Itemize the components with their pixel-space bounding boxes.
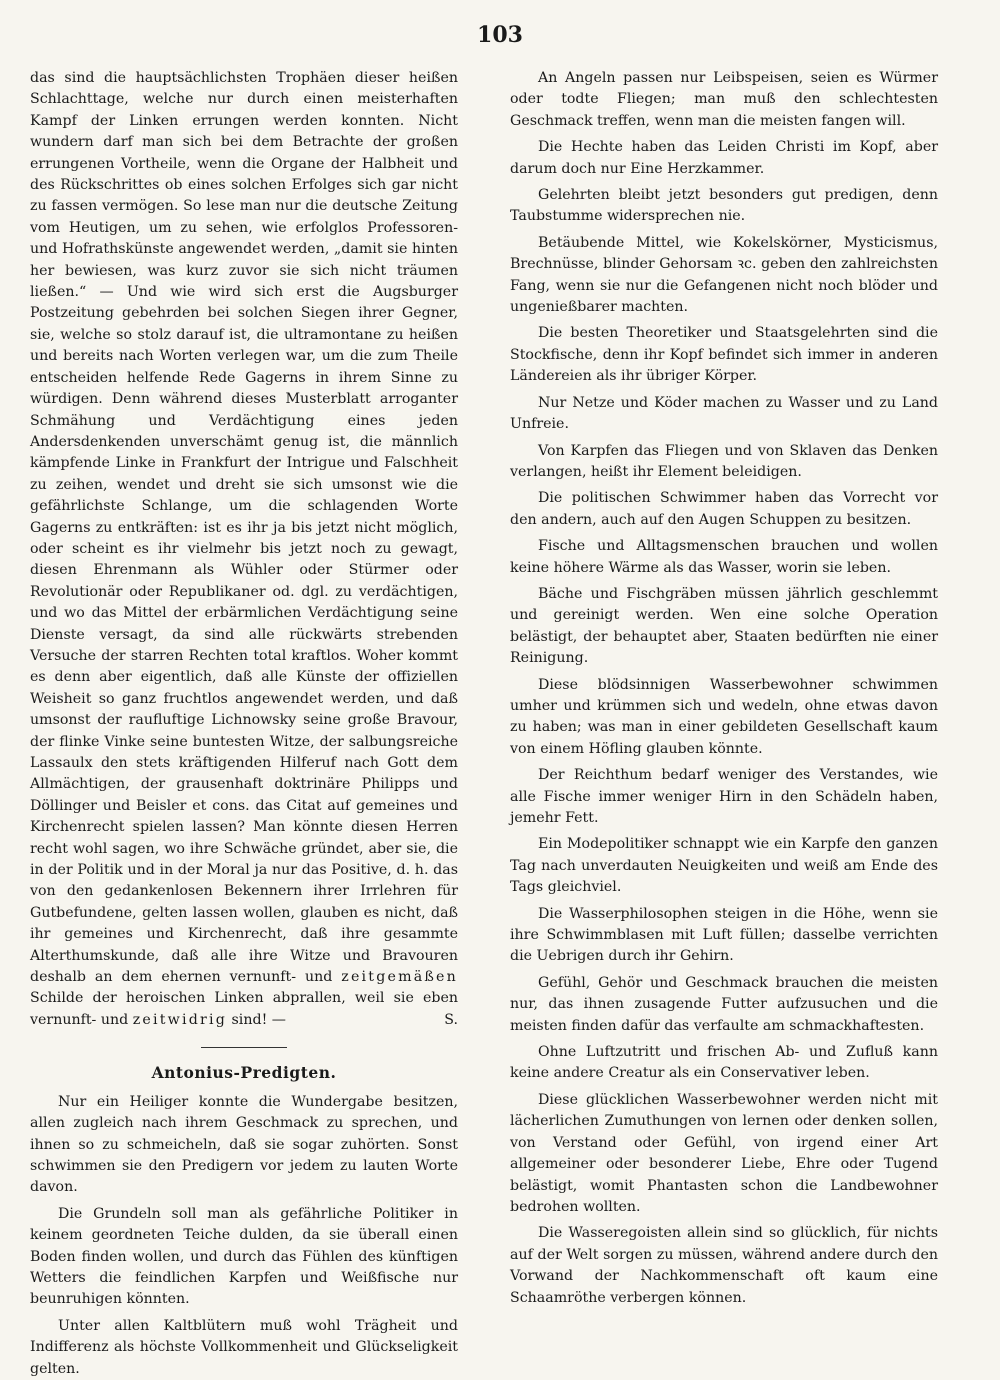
right-column [510, 68, 938, 1309]
right-paragraph: Ein Modepolitiker schnappt wie ein Karpfe den ganzen Tag nach unverdauten Neuigkeiten und weiß am Ende des Tags gleichviel. [510, 836, 938, 896]
intro-tail: Schilde der heroischen Linken abprallen, weil sie eben vernunft- und [30, 990, 458, 1028]
intro-paragraph [30, 68, 458, 1031]
left-column [30, 68, 458, 1380]
section-divider [201, 1047, 287, 1048]
right-paragraph: Diese blödsinnigen Wasserbewohner schwimmen umher und krümmen sich und wedeln, ohne etwas davon zu haben; was man in einer gebildeten Gesellschaft kaum von einem Höfling glauben könnte. [510, 676, 938, 757]
right-paragraph: Gelehrten bleibt jetzt besonders gut predigen, denn Taubstumme widersprechen nie. [510, 187, 938, 225]
left-paragraph: Die Grundeln soll man als gefährliche Politiker in keinem geordneten Teiche dulden, da sie überall einen Boden finden wollen, und durch das Fühlen des künftigen Wetters die feindlichen Karpfen und Weißfische nur beunruhigen könnten. [30, 1205, 458, 1308]
intro-text: das sind die hauptsächlichsten Trophäen dieser heißen Schlachttage, welche nur durch einen meisterhaften Kampf der Linken errungen werden konnten. Nicht wundern darf man sich bei dem Betrachte der großen errungenen Vortheile, wenn die Organe der Halbheit und des Rückschrittes ob eines solchen Erfolges sich gar nicht zu fassen vermögen. So lese man nur die deutsche Zeitung vom Heutigen, um zu sehen, wie erfolglos Professoren- und Hofrathskünste angewendet werden, „damit sie hinten her bewiesen, was kurz zuvor sie sich nicht träumen ließen.“ — Und wie wird sich erst die Augsburger Postzeitung gebehrden bei solchen Siegen ihrer Gegner, sie, welche so stolz darauf ist, die ultramontane zu heißen und bereits nach Worten verlegen war, um die zum Theile entscheiden helfende Rede Gagerns in ihrem Sinne zu würdigen. Denn während dieses Musterblatt arroganter Schmähung und Verdächtigung eines jeden Andersdenkenden unverschämt genug ist, die männlich kämpfende Linke in Frankfurt der Intrigue und Falschheit zu zeihen, wendet und dreht sie sich umsonst wie die gefährlichste Schlange, um die schlagenden Worte Gagerns zu entkräften: ist es ihr ja bis jetzt nicht möglich, oder scheint es ihr vielmehr bis jetzt noch zu gewagt, diesen Ehrenmann als Wühler oder Stürmer oder Revolutionär oder Republikaner od. dgl. zu verdächtigen, und wo das Mittel der erbärmlichen Verdächtigung seine Dienste versagt, da sind alle rückwärts strebenden Versuche der starren Rechten total kraftlos. Woher kommt es denn aber eigentlich, daß alle Künste der offiziellen Weisheit so ganz fruchtlos angewendet werden, und daß umsonst der raufluftige Lichnowsky seine große Bravour, der flinke Vinke seine buntesten Witze, der salbungsreiche Lassaulx den stets kräftigenden Hilferuf nach Gott dem Allmächtigen, der grausenhaft doktrinäre Philipps und Döllinger und Beisler et cons. das Citat auf gemeines und Kirchenrecht spielen lassen? Man könnte diesen Herren recht wohl sagen, wo ihre Schwäche gründet, aber sie, die in der Politik und in der Moral ja nur das Positive, d. h. das von den gedankenlosen Bekennern ihrer Irrlehren für Gutbefundene, gelten lassen wollen, glauben es nicht, daß ihr gemeines und Kirchenrecht, daß ihre gesammte Alterthumskunde, daß alle ihre Witze und Bravouren deshalb an dem ehernen vernunft- und [30, 70, 458, 986]
right-paragraph: Die besten Theoretiker und Staatsgelehrten sind die Stockfische, denn ihr Kopf befindet sich immer in anderen Ländereien als ihr übriger Körper. [510, 325, 938, 385]
section-title: Antonius-Predigten. [151, 1063, 337, 1083]
right-paragraph: Die politischen Schwimmer haben das Vorrecht vor den andern, auch auf den Augen Schuppen zu besitzen. [510, 490, 938, 528]
right-paragraph: Die Hechte haben das Leiden Christi im Kopf, aber darum doch nur Eine Herzkammer. [510, 139, 938, 177]
right-paragraph: Bäche und Fischgräben müssen jährlich geschlemmt und gereinigt werden. Wen eine solche Operation belästigt, der behauptet aber, Staaten bedürften nie einer Reinigung. [510, 585, 938, 667]
page-number: 103 [477, 22, 523, 48]
right-paragraph: Fische und Alltagsmenschen brauchen und wollen keine höhere Wärme als das Wasser, worin sie leben. [510, 538, 938, 576]
right-paragraph: Von Karpfen das Fliegen und von Sklaven das Denken verlangen, heißt ihr Element beleidigen. [510, 442, 938, 480]
right-paragraph: Nur Netze und Köder machen zu Wasser und zu Land Unfreie. [510, 394, 938, 433]
right-paragraph: Betäubende Mittel, wie Kokelskörner, Mysticismus, Brechnüsse, blinder Gehorsam ꝛc. geben den zahlreichsten Fang, wenn sie nur die Gefangenen nicht noch blöder und ungenießbarer machten. [510, 234, 938, 316]
right-paragraph: Der Reichthum bedarf weniger des Verstandes, wie alle Fische immer weniger Hirn in den Schädeln haben, jemehr Fett. [510, 767, 938, 826]
intro-spaced-word: zeitgemäßen [341, 969, 458, 986]
right-paragraph: Ohne Luftzutritt und frischen Ab- und Zufluß kann keine andere Creatur als ein Conservativer leben. [510, 1044, 938, 1082]
right-paragraph: Die Wasseregoisten allein sind so glücklich, für nichts auf der Welt sorgen zu müssen, während andere durch den Vorwand der Nachkommenschaft oft kaum eine Schaamröthe verbergen können. [510, 1225, 938, 1306]
left-paragraph: Unter allen Kaltblütern muß wohl Trägheit und Indifferenz als höchste Vollkommenheit und Glückseligkeit gelten. [30, 1317, 458, 1377]
right-paragraph: An Angeln passen nur Leibspeisen, seien es Würmer oder todte Fliegen; man muß den schlechtesten Geschmack treffen, wenn man die meisten fangen will. [510, 70, 938, 129]
intro-spaced-word-2: zeitwidrig [132, 1011, 228, 1028]
left-paragraph: Nur ein Heiliger konnte die Wundergabe besitzen, allen zugleich nach ihrem Geschmack zu sprechen, und ihnen so zu schmeicheln, daß sie sogar zuhörten. Sonst schwimmen sie den Predigern vor jedem zu lauten Worte davon. [30, 1093, 458, 1196]
signature: S. [444, 1011, 458, 1028]
right-paragraph: Gefühl, Gehör und Geschmack brauchen die meisten nur, das ihnen zusagende Futter aufzusuchen und die meisten finden dafür das verfaulte am schmackhaftesten. [510, 974, 938, 1034]
intro-end: sind! — [231, 1011, 286, 1028]
right-paragraph: Diese glücklichen Wasserbewohner werden nicht mit lächerlichen Zumuthungen von lernen oder denken sollen, von Verstand oder Gefühl, von irgend einer Art allgemeiner oder besonderer Liebe, Ehre oder Tugend belästigt, womit Phantasten schon die Landbewohner bedrohen wollten. [510, 1091, 938, 1215]
right-paragraph: Die Wasserphilosophen steigen in die Höhe, wenn sie ihre Schwimmblasen mit Luft füllen; dasselbe verrichten die Uebrigen durch ihr Gehirn. [510, 905, 938, 965]
